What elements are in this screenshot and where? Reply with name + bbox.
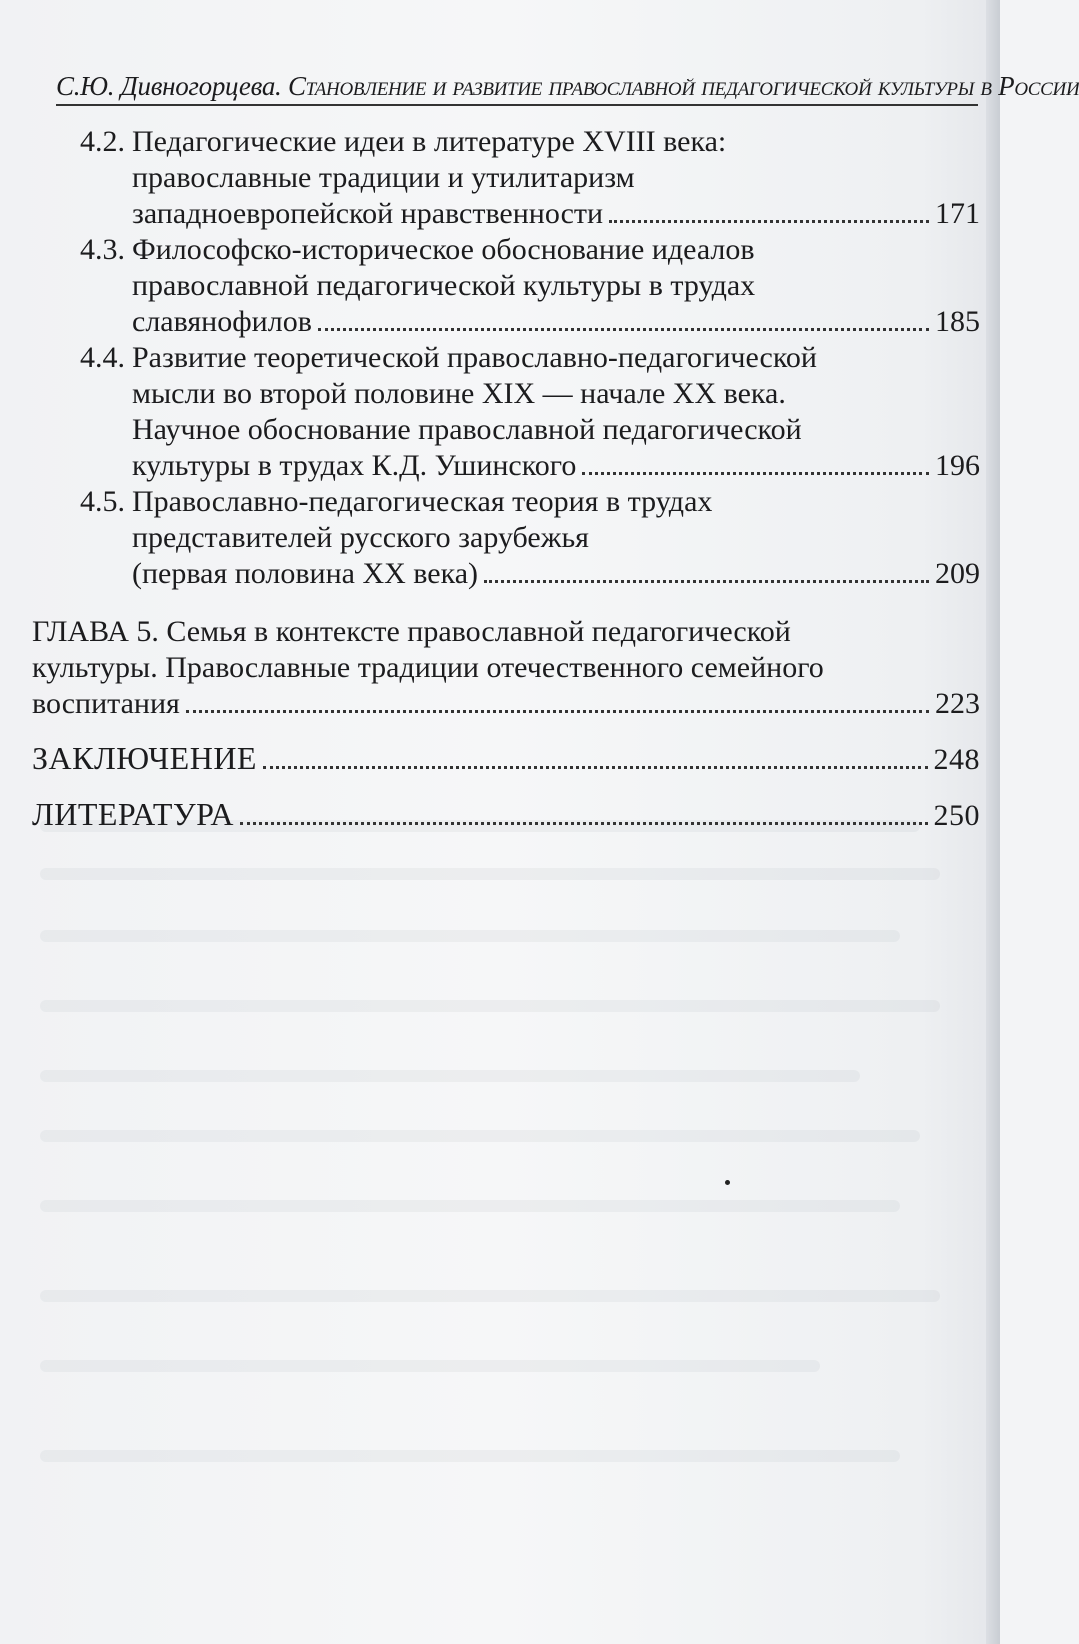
toc-entry-line: православные традиции и утилитаризм [132,161,635,194]
toc-entry-line: Педагогические идеи в литературе XVIII века: [132,125,727,158]
toc-entry-line: Научное обоснование православной педагогической [132,413,802,446]
toc-entry-line: Православно-педагогическая теория в трудах [132,485,713,518]
toc-entry-last-line [32,796,980,834]
toc-entry-line: представителей русского зарубежья [132,521,589,554]
bleed-through-line [40,1130,920,1142]
page-edge-shadow [986,0,1000,1644]
toc-entry-number: 4.2. [80,125,125,158]
toc-entry-last-line [32,686,980,722]
dot-leader [240,822,928,825]
toc-entry-text: ЛИТЕРАТУРА [32,796,234,832]
toc-entry-text: славянофилов [132,305,312,338]
running-header [56,70,1079,102]
toc-entry-literature [32,796,980,834]
toc-entry-number: 4.5. [80,485,125,518]
toc-entry-number: 4.3. [80,233,125,266]
toc-page-number: 171 [935,197,980,230]
toc-entry-last-line [132,196,980,232]
dot-leader [609,220,929,223]
bleed-through-line [40,1450,900,1462]
header-title: Становление и развитие православной педагогической культуры в России [287,71,1079,101]
toc-page-number: 250 [933,799,980,832]
toc-entry-line: Философско-историческое обоснование идеалов [132,233,755,266]
toc-entry-last-line [132,556,980,592]
toc-entry-line: православной педагогической культуры в трудах [132,269,756,302]
header-rule [56,104,978,106]
toc-entry-line: ГЛАВА 5. Семья в контексте православной педагогической [32,615,791,648]
toc-entry-text: западноевропейской нравственности [132,197,604,230]
bleed-through-line [40,1070,860,1082]
dot-leader [186,710,929,713]
toc-entry-4-5 [80,484,980,592]
toc-page-number: 209 [935,557,980,590]
dot-leader [318,328,929,331]
bleed-through-line [40,1200,900,1212]
toc-entry-4-4 [80,340,980,484]
dot-leader [582,472,929,475]
toc-page-number: 248 [933,743,980,776]
toc-entry-last-line [132,448,980,484]
toc-page-number: 185 [935,305,980,338]
toc-entry-number: 4.4. [80,341,125,374]
toc-page-number: 196 [935,449,980,482]
toc-entry-text: (первая половина XX века) [132,557,479,590]
toc-entry-line: культуры. Православные традиции отечественного семейного [32,651,824,684]
toc-entry-text: воспитания [32,687,180,720]
toc-entry-text: культуры в трудах К.Д. Ушинского [132,449,577,482]
print-speck [725,1180,730,1185]
toc-entry-conclusion [32,740,980,778]
bleed-through-line [40,868,940,880]
toc-entry-4-2 [80,124,980,232]
dot-leader [484,580,929,583]
toc-page-number: 223 [935,687,980,720]
bleed-through-line [40,1360,820,1372]
toc-entry-line: Развитие теоретической православно-педагогической [132,341,817,374]
toc-entry-last-line [32,740,980,778]
toc-entry-last-line [132,304,980,340]
toc-entry-line: мысли во второй половине XIX — начале XX века. [132,377,786,410]
toc-entry-text: ЗАКЛЮЧЕНИЕ [32,740,257,776]
bleed-through-line [40,1000,940,1012]
dot-leader [263,766,928,769]
toc-entry-4-3 [80,232,980,340]
header-author: С.Ю. Дивногорцева. [56,71,282,101]
bleed-through-line [40,930,900,942]
bleed-through-line [40,1290,940,1302]
toc-entry-chapter-5 [32,614,980,722]
